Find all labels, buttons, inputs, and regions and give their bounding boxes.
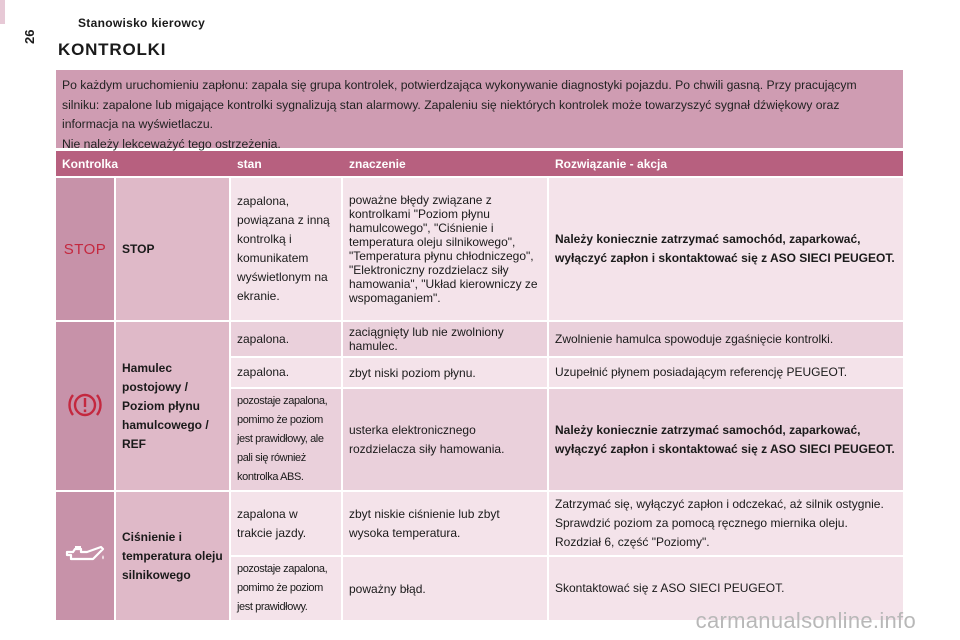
- stop-warning-icon: [56, 178, 116, 320]
- table-header-row: [56, 151, 903, 176]
- page-edge-marker: [0, 0, 5, 24]
- table-row: [56, 322, 903, 356]
- state-cell: zapalona.: [231, 358, 343, 387]
- warning-lights-table: [56, 149, 903, 622]
- meaning-cell: poważny błąd.: [343, 557, 549, 620]
- intro-warning: Nie należy lekceważyć tego ostrzeżenia.: [62, 136, 281, 151]
- intro-paragraph: Po każdym uruchomieniu zapłonu: zapala się grupa kontrolek, potwierdzająca wykonywanie diagnostyki pojazdu. Po chwili gasną. Przy pracującym silniku: zapalone lub migające kontrolki sygnalizują stan alarmowy. Zapaleniu się niektórych kontrolek może towarzyszyć sygnał dźwiękowy oraz informacja na wyświetlaczu.: [62, 78, 857, 132]
- action-cell: Zatrzymać się, wyłączyć zapłon i odczekać, aż silnik ostygnie. Sprawdzić poziom za pomocą ręcznego miernika oleju. Rozdział 6, część "Poziomy".: [549, 492, 903, 555]
- brake-warning-icon-graphic: [65, 389, 105, 421]
- watermark: carmanualsonline.info: [695, 608, 916, 633]
- state-cell: pozostaje zapalona, pomimo że poziom jest prawidłowy.: [231, 557, 343, 620]
- column-header-stan: stan: [231, 151, 343, 176]
- column-header-znaczenie: znaczenie: [343, 151, 549, 176]
- table-row: [56, 492, 903, 555]
- table-row: [56, 178, 903, 320]
- light-name: Hamulec postojowy / Poziom płynu hamulcowego / REF: [116, 322, 231, 490]
- section-title: Stanowisko kierowcy: [78, 16, 206, 30]
- state-cell: zapalona.: [231, 322, 343, 356]
- oil-can-icon-graphic: [63, 543, 107, 567]
- action-cell: Uzupełnić płynem posiadającym referencję PEUGEOT.: [549, 358, 903, 387]
- intro-box: [56, 70, 903, 151]
- page-number: 26: [22, 29, 37, 44]
- stop-icon-label: STOP: [63, 240, 107, 258]
- oil-pressure-icon: [56, 492, 116, 620]
- action-cell: Skontaktować się z ASO SIECI PEUGEOT.: [549, 557, 903, 620]
- meaning-cell: zaciągnięty lub nie zwolniony hamulec.: [343, 322, 549, 356]
- state-cell: pozostaje zapalona, pomimo że poziom jest prawidłowy, ale pali się również kontrolka ABS.: [231, 389, 343, 490]
- meaning-cell: zbyt niskie ciśnienie lub zbyt wysoka temperatura.: [343, 492, 549, 555]
- action-cell: Należy koniecznie zatrzymać samochód, zaparkować, wyłączyć zapłon i skontaktować się z ASO SIECI PEUGEOT.: [549, 178, 903, 320]
- action-cell: Zwolnienie hamulca spowoduje zgaśnięcie kontrolki.: [549, 322, 903, 356]
- state-cell: zapalona, powiązana z inną kontrolką i komunikatem wyświetlonym na ekranie.: [231, 178, 343, 320]
- light-name: Ciśnienie i temperatura oleju silnikowego: [116, 492, 231, 620]
- meaning-cell: zbyt niski poziom płynu.: [343, 358, 549, 387]
- state-cell: zapalona w trakcie jazdy.: [231, 492, 343, 555]
- page-heading: KONTROLKI: [58, 40, 167, 59]
- column-header-akcja: Rozwiązanie - akcja: [549, 151, 903, 176]
- column-header-kontrolka: Kontrolka: [56, 151, 231, 176]
- light-name: STOP: [116, 178, 231, 320]
- meaning-cell: usterka elektronicznego rozdzielacza siły hamowania.: [343, 389, 549, 490]
- action-cell: Należy koniecznie zatrzymać samochód, zaparkować, wyłączyć zapłon i skontaktować się z ASO SIECI PEUGEOT.: [549, 389, 903, 490]
- meaning-cell: poważne błędy związane z kontrolkami "Poziom płynu hamulcowego", "Ciśnienie i temperatura oleju silnikowego", "Temperatura płynu chłodniczego", "Elektroniczny rozdzielacz siły hamowania", "Układ kierowniczy ze wspomaganiem".: [343, 178, 549, 320]
- brake-warning-icon: [56, 322, 116, 490]
